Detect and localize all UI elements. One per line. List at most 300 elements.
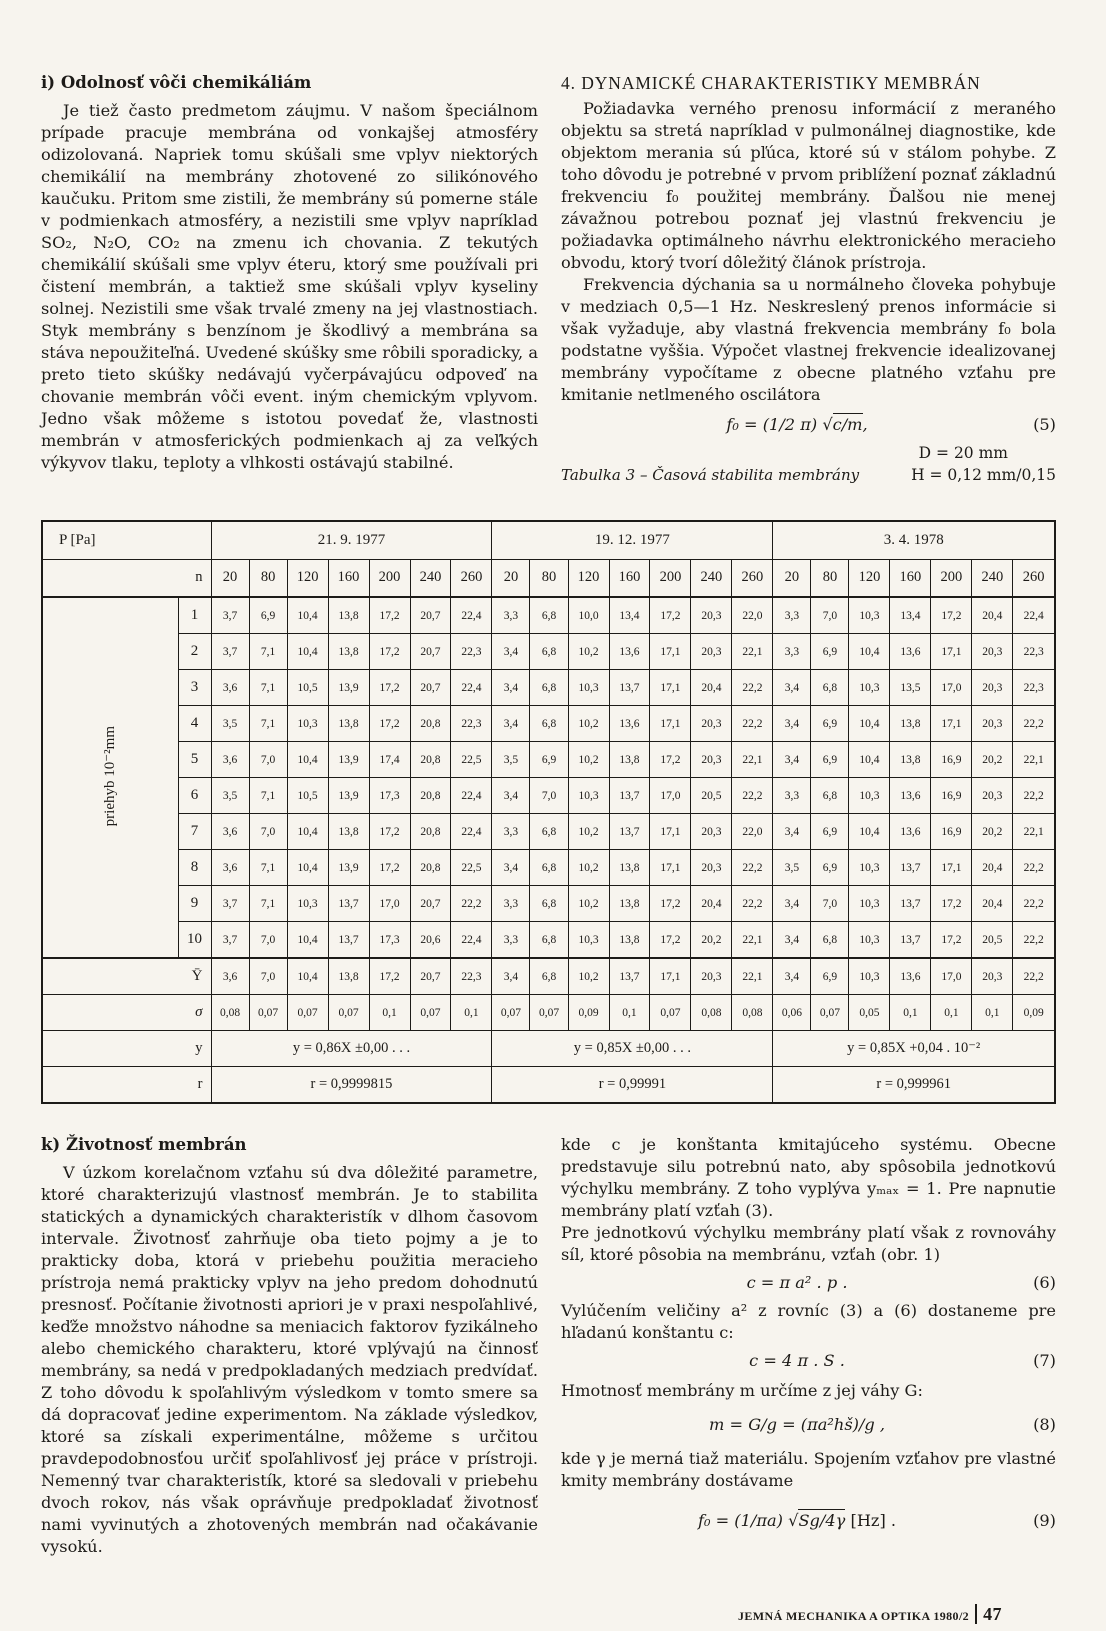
table-row bbox=[42, 886, 1055, 922]
journal-name: JEMNÁ MECHANIKA A OPTIKA 1980/2 bbox=[738, 1609, 970, 1623]
data-cell: 10,2 bbox=[568, 634, 609, 670]
data-cell: 0,07 bbox=[530, 995, 568, 1031]
data-cell: 20,3 bbox=[691, 597, 732, 634]
data-cell: 3,4 bbox=[773, 814, 811, 850]
data-cell: 13,7 bbox=[609, 670, 650, 706]
data-cell: 17,2 bbox=[650, 742, 691, 778]
data-cell: 20,3 bbox=[972, 958, 1013, 995]
data-cell: 3,4 bbox=[492, 778, 530, 814]
data-cell: 20,7 bbox=[410, 886, 451, 922]
pressure-header: 120 bbox=[568, 559, 609, 597]
data-cell: 20,4 bbox=[972, 597, 1013, 634]
data-cell: 3,3 bbox=[492, 922, 530, 959]
pressure-header: 160 bbox=[890, 559, 931, 597]
data-cell: 13,7 bbox=[328, 886, 369, 922]
data-cell: 10,3 bbox=[849, 886, 890, 922]
data-cell: 6,8 bbox=[530, 634, 568, 670]
correlation-row-value: r = 0,99991 bbox=[492, 1067, 773, 1104]
data-cell: 22,2 bbox=[732, 706, 773, 742]
data-cell: 22,2 bbox=[1013, 778, 1055, 814]
data-cell: 13,9 bbox=[328, 778, 369, 814]
data-cell: 7,1 bbox=[249, 886, 287, 922]
data-cell: 20,3 bbox=[972, 778, 1013, 814]
row-number: σ bbox=[42, 995, 211, 1031]
pressure-header: 200 bbox=[931, 559, 972, 597]
n-label: n bbox=[42, 559, 211, 597]
data-cell: 7,1 bbox=[249, 634, 287, 670]
correlation-row bbox=[42, 1067, 1055, 1104]
data-cell: 3,4 bbox=[773, 922, 811, 959]
data-cell: 6,9 bbox=[249, 597, 287, 634]
data-cell: 3,5 bbox=[773, 850, 811, 886]
data-cell: 0,07 bbox=[650, 995, 691, 1031]
data-cell: 22,4 bbox=[451, 814, 492, 850]
paragraph-dynamic-2: Frekvencia dýchania sa u normálneho človeka pohybuje v medziach 0,5—1 Hz. Neskreslený prenos informácie si však vyžaduje, aby vlastná frekvencia membrány f₀ bola podstatne vyššia. Výpočet vlastnej frekvencie idealizovanej membrány vypočítame z obecne platného vzťahu pre kmitanie netlmeného oscilátora bbox=[561, 275, 1056, 404]
data-cell: 17,2 bbox=[931, 886, 972, 922]
data-cell: 17,1 bbox=[650, 850, 691, 886]
data-cell: 6,9 bbox=[811, 706, 849, 742]
left-bottom-column bbox=[41, 1134, 538, 1558]
data-cell: 7,0 bbox=[811, 597, 849, 634]
eq9-number: (9) bbox=[1033, 1511, 1056, 1530]
row-number: 6 bbox=[178, 778, 211, 814]
data-cell: 13,7 bbox=[609, 778, 650, 814]
data-cell: 0,07 bbox=[811, 995, 849, 1031]
data-cell: 3,4 bbox=[492, 670, 530, 706]
paragraph-unit-deflection: Pre jednotkovú výchylku membrány platí však z rovnováhy síl, ktoré pôsobia na membránu, vzťah (obr. 1) bbox=[561, 1223, 1056, 1264]
data-cell: 6,9 bbox=[811, 958, 849, 995]
data-cell: 22,2 bbox=[1013, 706, 1055, 742]
data-cell: 20,3 bbox=[691, 742, 732, 778]
table-row bbox=[42, 706, 1055, 742]
data-cell: 13,6 bbox=[890, 778, 931, 814]
data-cell: 7,0 bbox=[249, 958, 287, 995]
data-cell: 3,7 bbox=[211, 597, 249, 634]
data-cell: 10,4 bbox=[287, 634, 328, 670]
eq8-number: (8) bbox=[1033, 1415, 1056, 1434]
data-cell: 10,3 bbox=[568, 670, 609, 706]
row-number: 1 bbox=[178, 597, 211, 634]
eq5-root: c/m bbox=[832, 415, 863, 434]
data-cell: 22,2 bbox=[732, 886, 773, 922]
right-bottom-column bbox=[561, 1134, 1056, 1538]
data-cell: 0,08 bbox=[691, 995, 732, 1031]
data-cell: 17,2 bbox=[369, 706, 410, 742]
eq9-tail: [Hz] . bbox=[850, 1511, 897, 1530]
section-heading-i: i) Odolnosť vôči chemikáliám bbox=[41, 73, 312, 92]
data-cell: 13,7 bbox=[890, 922, 931, 959]
data-cell: 17,1 bbox=[931, 850, 972, 886]
eq5-lhs: f₀ = (1/2 π) bbox=[726, 415, 818, 434]
data-cell: 20,5 bbox=[972, 922, 1013, 959]
eq6-formula: c = π a² . p . bbox=[746, 1273, 848, 1292]
data-cell: 22,4 bbox=[451, 670, 492, 706]
data-cell: 10,2 bbox=[568, 850, 609, 886]
data-cell: 0,1 bbox=[369, 995, 410, 1031]
data-cell: 3,4 bbox=[492, 706, 530, 742]
data-cell: 22,5 bbox=[451, 850, 492, 886]
data-cell: 13,8 bbox=[890, 742, 931, 778]
data-cell: 3,3 bbox=[492, 886, 530, 922]
dimension-d: D = 20 mm bbox=[918, 444, 1008, 462]
table-row bbox=[42, 958, 1055, 995]
dimension-h: H = 0,12 mm/0,15 bbox=[911, 466, 1056, 484]
row-number: 4 bbox=[178, 706, 211, 742]
data-cell: 22,5 bbox=[451, 742, 492, 778]
data-cell: 0,08 bbox=[211, 995, 249, 1031]
data-cell: 3,6 bbox=[211, 742, 249, 778]
data-cell: 3,6 bbox=[211, 850, 249, 886]
data-cell: 10,3 bbox=[849, 922, 890, 959]
data-cell: 13,6 bbox=[609, 634, 650, 670]
data-cell: 13,9 bbox=[328, 850, 369, 886]
row-number: 2 bbox=[178, 634, 211, 670]
data-cell: 3,3 bbox=[492, 814, 530, 850]
data-cell: 7,0 bbox=[811, 886, 849, 922]
data-cell: 10,4 bbox=[287, 597, 328, 634]
data-cell: 22,1 bbox=[732, 922, 773, 959]
data-cell: 20,8 bbox=[410, 706, 451, 742]
data-cell: 13,8 bbox=[328, 597, 369, 634]
paragraph-specific-weight: kde γ je merná tiaž materiálu. Spojením vzťahov pre vlastné kmity membrány dostávame bbox=[561, 1449, 1056, 1490]
data-cell: 20,4 bbox=[972, 850, 1013, 886]
data-cell: 0,07 bbox=[249, 995, 287, 1031]
data-cell: 3,5 bbox=[211, 778, 249, 814]
data-cell: 10,5 bbox=[287, 670, 328, 706]
data-cell: 13,7 bbox=[890, 886, 931, 922]
data-cell: 22,3 bbox=[1013, 670, 1055, 706]
pressure-header: 200 bbox=[650, 559, 691, 597]
data-cell: 0,07 bbox=[328, 995, 369, 1031]
paragraph-mass: Hmotnosť membrány m určíme z jej váhy G: bbox=[561, 1381, 923, 1400]
table-row bbox=[42, 742, 1055, 778]
data-cell: 7,1 bbox=[249, 778, 287, 814]
data-cell: 3,5 bbox=[492, 742, 530, 778]
data-cell: 20,7 bbox=[410, 958, 451, 995]
row-number: 8 bbox=[178, 850, 211, 886]
pressure-header: 20 bbox=[211, 559, 249, 597]
data-cell: 20,7 bbox=[410, 634, 451, 670]
data-cell: 0,1 bbox=[890, 995, 931, 1031]
data-cell: 20,7 bbox=[410, 670, 451, 706]
data-cell: 22,2 bbox=[732, 778, 773, 814]
data-cell: 13,6 bbox=[890, 958, 931, 995]
data-cell: 0,09 bbox=[568, 995, 609, 1031]
data-cell: 0,07 bbox=[410, 995, 451, 1031]
table-row bbox=[42, 597, 1055, 634]
caption-row bbox=[561, 464, 1056, 486]
data-cell: 17,2 bbox=[369, 597, 410, 634]
data-cell: 17,2 bbox=[931, 597, 972, 634]
data-cell: 16,9 bbox=[931, 814, 972, 850]
data-cell: 10,3 bbox=[849, 597, 890, 634]
data-cell: 6,8 bbox=[530, 597, 568, 634]
equation-5: f₀ = (1/2 π) √c/m, (5) bbox=[726, 415, 1056, 434]
eq7-number: (7) bbox=[1033, 1351, 1056, 1370]
eq5-number: (5) bbox=[1033, 415, 1056, 434]
pressure-header: 80 bbox=[249, 559, 287, 597]
data-cell: 10,3 bbox=[849, 958, 890, 995]
data-cell: 17,2 bbox=[369, 958, 410, 995]
paragraph-elimination: Vylúčením veličiny a² z rovníc (3) a (6) dostaneme pre hľadanú konštantu c: bbox=[561, 1301, 1056, 1342]
data-cell: 20,3 bbox=[691, 850, 732, 886]
data-cell: 22,4 bbox=[451, 597, 492, 634]
data-cell: 22,2 bbox=[1013, 922, 1055, 959]
data-cell: 22,2 bbox=[732, 850, 773, 886]
data-cell: 17,3 bbox=[369, 922, 410, 959]
equation-9: f₀ = (1/πa) √Sg/4γ [Hz] . (9) bbox=[697, 1511, 1056, 1530]
row-number: 7 bbox=[178, 814, 211, 850]
data-cell: 22,4 bbox=[451, 778, 492, 814]
data-cell: 10,4 bbox=[849, 814, 890, 850]
pressure-header: 260 bbox=[732, 559, 773, 597]
data-cell: 6,8 bbox=[530, 814, 568, 850]
right-top-column bbox=[561, 72, 1056, 486]
pressure-header: 120 bbox=[849, 559, 890, 597]
correlation-row-value: r = 0,9999815 bbox=[211, 1067, 492, 1104]
data-cell: 13,4 bbox=[890, 597, 931, 634]
section-heading-4: 4. DYNAMICKÉ CHARAKTERISTIKY MEMBRÁN bbox=[561, 73, 981, 93]
pressure-header: 240 bbox=[691, 559, 732, 597]
data-cell: 17,3 bbox=[369, 778, 410, 814]
data-cell: 3,4 bbox=[773, 670, 811, 706]
row-number: 10 bbox=[178, 922, 211, 959]
data-cell: 3,5 bbox=[211, 706, 249, 742]
pressure-header: 240 bbox=[410, 559, 451, 597]
date-header-2: 19. 12. 1977 bbox=[492, 521, 773, 559]
data-cell: 6,9 bbox=[530, 742, 568, 778]
data-cell: 10,4 bbox=[849, 706, 890, 742]
data-cell: 13,9 bbox=[328, 670, 369, 706]
data-cell: 10,3 bbox=[568, 922, 609, 959]
data-cell: 20,3 bbox=[691, 814, 732, 850]
correlation-row-value: r = 0,999961 bbox=[773, 1067, 1055, 1104]
data-cell: 17,2 bbox=[650, 886, 691, 922]
data-cell: 7,0 bbox=[249, 922, 287, 959]
data-cell: 0,07 bbox=[492, 995, 530, 1031]
data-cell: 13,8 bbox=[609, 850, 650, 886]
data-cell: 22,1 bbox=[732, 958, 773, 995]
data-cell: 6,9 bbox=[811, 814, 849, 850]
table-pressure-header-row bbox=[42, 559, 1055, 597]
row-number: 5 bbox=[178, 742, 211, 778]
data-cell: 22,4 bbox=[1013, 597, 1055, 634]
data-cell: 3,6 bbox=[211, 814, 249, 850]
pressure-header: 160 bbox=[328, 559, 369, 597]
data-cell: 3,6 bbox=[211, 670, 249, 706]
data-cell: 13,8 bbox=[328, 634, 369, 670]
data-cell: 7,0 bbox=[249, 742, 287, 778]
data-cell: 17,1 bbox=[650, 706, 691, 742]
data-cell: 22,1 bbox=[732, 634, 773, 670]
equation-7 bbox=[561, 1350, 1056, 1372]
data-cell: 13,9 bbox=[328, 742, 369, 778]
data-cell: 13,4 bbox=[609, 597, 650, 634]
paragraph-constant-c: kde c je konštanta kmitajúceho systému. Obecne predstavuje silu potrebnú nato, aby spôsobila jednotkovú výchylku membrány. Z toho vyplýva yₘₐₓ = 1. Pre napnutie membrány platí vzťah (3). bbox=[561, 1135, 1056, 1220]
data-cell: 20,8 bbox=[410, 814, 451, 850]
row-number: 3 bbox=[178, 670, 211, 706]
data-cell: 17,0 bbox=[931, 958, 972, 995]
data-cell: 6,9 bbox=[811, 634, 849, 670]
date-header-3: 3. 4. 1978 bbox=[773, 521, 1055, 559]
data-cell: 17,2 bbox=[650, 922, 691, 959]
data-cell: 13,7 bbox=[609, 814, 650, 850]
data-cell: 20,8 bbox=[410, 778, 451, 814]
data-cell: 17,1 bbox=[931, 706, 972, 742]
data-cell: 17,2 bbox=[931, 922, 972, 959]
data-cell: 10,4 bbox=[287, 850, 328, 886]
data-cell: 0,1 bbox=[972, 995, 1013, 1031]
data-cell: 10,2 bbox=[568, 886, 609, 922]
data-cell: 20,2 bbox=[691, 922, 732, 959]
data-cell: 3,4 bbox=[492, 958, 530, 995]
data-cell: 22,3 bbox=[451, 958, 492, 995]
data-cell: 17,1 bbox=[650, 634, 691, 670]
data-cell: 0,08 bbox=[732, 995, 773, 1031]
data-cell: 17,0 bbox=[650, 778, 691, 814]
equation-6 bbox=[561, 1272, 1056, 1294]
table-caption: Tabulka 3 – Časová stabilita membrány bbox=[561, 466, 860, 484]
data-cell: 10,3 bbox=[849, 850, 890, 886]
data-cell: 3,3 bbox=[492, 597, 530, 634]
data-cell: 10,4 bbox=[287, 958, 328, 995]
table-row bbox=[42, 850, 1055, 886]
data-cell: 22,3 bbox=[1013, 634, 1055, 670]
pressure-header: 260 bbox=[1013, 559, 1055, 597]
data-cell: 20,3 bbox=[691, 706, 732, 742]
data-cell: 17,2 bbox=[369, 670, 410, 706]
table-row bbox=[42, 995, 1055, 1031]
data-cell: 0,1 bbox=[451, 995, 492, 1031]
regression-row-value: y = 0,85X ±0,00 . . . bbox=[492, 1031, 773, 1067]
data-cell: 3,7 bbox=[211, 922, 249, 959]
data-cell: 3,3 bbox=[773, 634, 811, 670]
data-cell: 10,2 bbox=[568, 742, 609, 778]
data-cell: 20,3 bbox=[691, 958, 732, 995]
pressure-header: 20 bbox=[773, 559, 811, 597]
data-cell: 10,4 bbox=[287, 922, 328, 959]
data-cell: 0,05 bbox=[849, 995, 890, 1031]
data-cell: 17,2 bbox=[369, 850, 410, 886]
data-cell: 22,0 bbox=[732, 597, 773, 634]
data-cell: 0,1 bbox=[931, 995, 972, 1031]
data-cell: 13,7 bbox=[328, 922, 369, 959]
data-cell: 13,8 bbox=[328, 706, 369, 742]
data-cell: 3,6 bbox=[211, 958, 249, 995]
table-row bbox=[42, 670, 1055, 706]
table-row bbox=[42, 814, 1055, 850]
paragraph-dynamic-1: Požiadavka verného prenosu informácií z meraného objektu sa stretá napríklad v pulmonálnej diagnostike, kde objektom merania sú pľúca, ktoré sú v stálom pohybe. Z toho dôvodu je potrebné v prvom priblížení poznať základnú frekvenciu f₀ použitej membrány. Ďalšou nie menej závažnou potrebou poznať jej vlastnú frekvenciu je požiadavka optimálneho návrhu elektronického meracieho obvodu, ktorý tvorí dôležitý článok prístroja. bbox=[561, 99, 1056, 272]
side-label: priehyb 10⁻²mm bbox=[102, 725, 119, 827]
data-cell: 7,1 bbox=[249, 670, 287, 706]
data-cell: 10,4 bbox=[849, 634, 890, 670]
p-label: P [Pa] bbox=[42, 521, 211, 559]
paragraph-lifetime: V úzkom korelačnom vzťahu sú dva dôležité parametre, ktoré charakterizujú vlastnosť membrán. Je to stabilita statických a dynamických charakteristík v dlhom časovom intervale. Životnosť zahrňuje oba tieto pojmy a je to prakticky doba, ktorá v priebehu použitia meracieho prístroja nemá prakticky vplyv na jeho predom dohodnutú presnosť. Počítanie životnosti apriori je v praxi nespoľahlivé, keďže množstvo náhodne sa meniacich faktorov fyzikálneho alebo chemického charakteru, ktoré vplývajú na činnosť membrány, sa nedá v predpokladaných medziach predvídať. Z toho dôvodu k spoľahlivým výsledkom v tomto smere sa dá dopracovať jedine experimentom. Na základe výsledkov, ktoré sa získali experimentálne, môžeme s určitou pravdepodobnosťou určiť spoľahlivosť jej práce v prístroji. Nemenný tvar charakteristík, ktoré sa sledovali v priebehu dvoch rokov, nás však oprávňuje predpokladať životnosť nami vyvinutých a zhotovených membrán nad očakávanie vysokú. bbox=[41, 1163, 538, 1556]
data-cell: 6,8 bbox=[530, 958, 568, 995]
data-cell: 3,4 bbox=[773, 886, 811, 922]
pressure-header: 20 bbox=[492, 559, 530, 597]
row-number: 9 bbox=[178, 886, 211, 922]
table-row bbox=[42, 922, 1055, 959]
page-number: 47 bbox=[975, 1604, 1002, 1624]
data-cell: 10,3 bbox=[568, 778, 609, 814]
data-cell: 6,8 bbox=[530, 670, 568, 706]
data-cell: 10,2 bbox=[568, 958, 609, 995]
data-cell: 20,8 bbox=[410, 742, 451, 778]
date-header-1: 21. 9. 1977 bbox=[211, 521, 492, 559]
pressure-header: 120 bbox=[287, 559, 328, 597]
data-cell: 7,0 bbox=[249, 814, 287, 850]
data-cell: 13,8 bbox=[609, 922, 650, 959]
page-footer bbox=[738, 1604, 1002, 1625]
data-cell: 13,8 bbox=[890, 706, 931, 742]
data-cell: 22,0 bbox=[732, 814, 773, 850]
data-cell: 20,3 bbox=[691, 634, 732, 670]
data-cell: 17,0 bbox=[931, 670, 972, 706]
data-cell: 10,4 bbox=[287, 742, 328, 778]
data-cell: 22,2 bbox=[732, 670, 773, 706]
data-cell: 3,4 bbox=[773, 958, 811, 995]
data-cell: 20,2 bbox=[972, 742, 1013, 778]
data-cell: 20,8 bbox=[410, 850, 451, 886]
data-cell: 3,7 bbox=[211, 886, 249, 922]
data-cell: 20,4 bbox=[972, 886, 1013, 922]
data-cell: 13,6 bbox=[609, 706, 650, 742]
data-cell: 22,4 bbox=[451, 922, 492, 959]
data-cell: 17,4 bbox=[369, 742, 410, 778]
data-cell: 10,2 bbox=[568, 706, 609, 742]
data-cell: 17,0 bbox=[369, 886, 410, 922]
eq5-tail: , bbox=[862, 415, 868, 434]
data-cell: 13,8 bbox=[609, 886, 650, 922]
pressure-header: 80 bbox=[811, 559, 849, 597]
stability-table bbox=[41, 520, 1056, 1104]
data-cell: 13,8 bbox=[328, 958, 369, 995]
data-cell: 20,4 bbox=[691, 670, 732, 706]
data-cell: 22,1 bbox=[1013, 814, 1055, 850]
data-cell: 20,3 bbox=[972, 706, 1013, 742]
data-cell: 20,5 bbox=[691, 778, 732, 814]
data-cell: 13,6 bbox=[890, 814, 931, 850]
correlation-row-label: r bbox=[42, 1067, 211, 1104]
row-number: Ȳ bbox=[42, 958, 211, 995]
data-cell: 10,3 bbox=[287, 706, 328, 742]
data-cell: 17,2 bbox=[369, 634, 410, 670]
data-cell: 3,4 bbox=[773, 742, 811, 778]
data-cell: 17,2 bbox=[650, 597, 691, 634]
data-cell: 10,3 bbox=[849, 778, 890, 814]
data-cell: 20,3 bbox=[972, 670, 1013, 706]
data-cell: 3,4 bbox=[773, 706, 811, 742]
data-cell: 6,8 bbox=[811, 778, 849, 814]
data-cell: 22,2 bbox=[1013, 958, 1055, 995]
regression-row-value: y = 0,86X ±0,00 . . . bbox=[211, 1031, 492, 1067]
section-heading-k: k) Životnosť membrán bbox=[41, 1135, 247, 1154]
pressure-header: 240 bbox=[972, 559, 1013, 597]
eq9-lhs: f₀ = (1/πa) bbox=[697, 1511, 783, 1530]
data-cell: 17,1 bbox=[650, 670, 691, 706]
data-cell: 17,1 bbox=[650, 814, 691, 850]
equation-8 bbox=[561, 1414, 1056, 1436]
data-cell: 17,1 bbox=[650, 958, 691, 995]
data-cell: 22,2 bbox=[1013, 886, 1055, 922]
data-cell: 7,1 bbox=[249, 850, 287, 886]
eq7-formula: c = 4 π . S . bbox=[749, 1351, 845, 1370]
data-cell: 13,8 bbox=[609, 742, 650, 778]
eq9-root: Sg/4γ bbox=[798, 1511, 846, 1530]
data-cell: 6,8 bbox=[530, 706, 568, 742]
data-cell: 22,2 bbox=[451, 886, 492, 922]
